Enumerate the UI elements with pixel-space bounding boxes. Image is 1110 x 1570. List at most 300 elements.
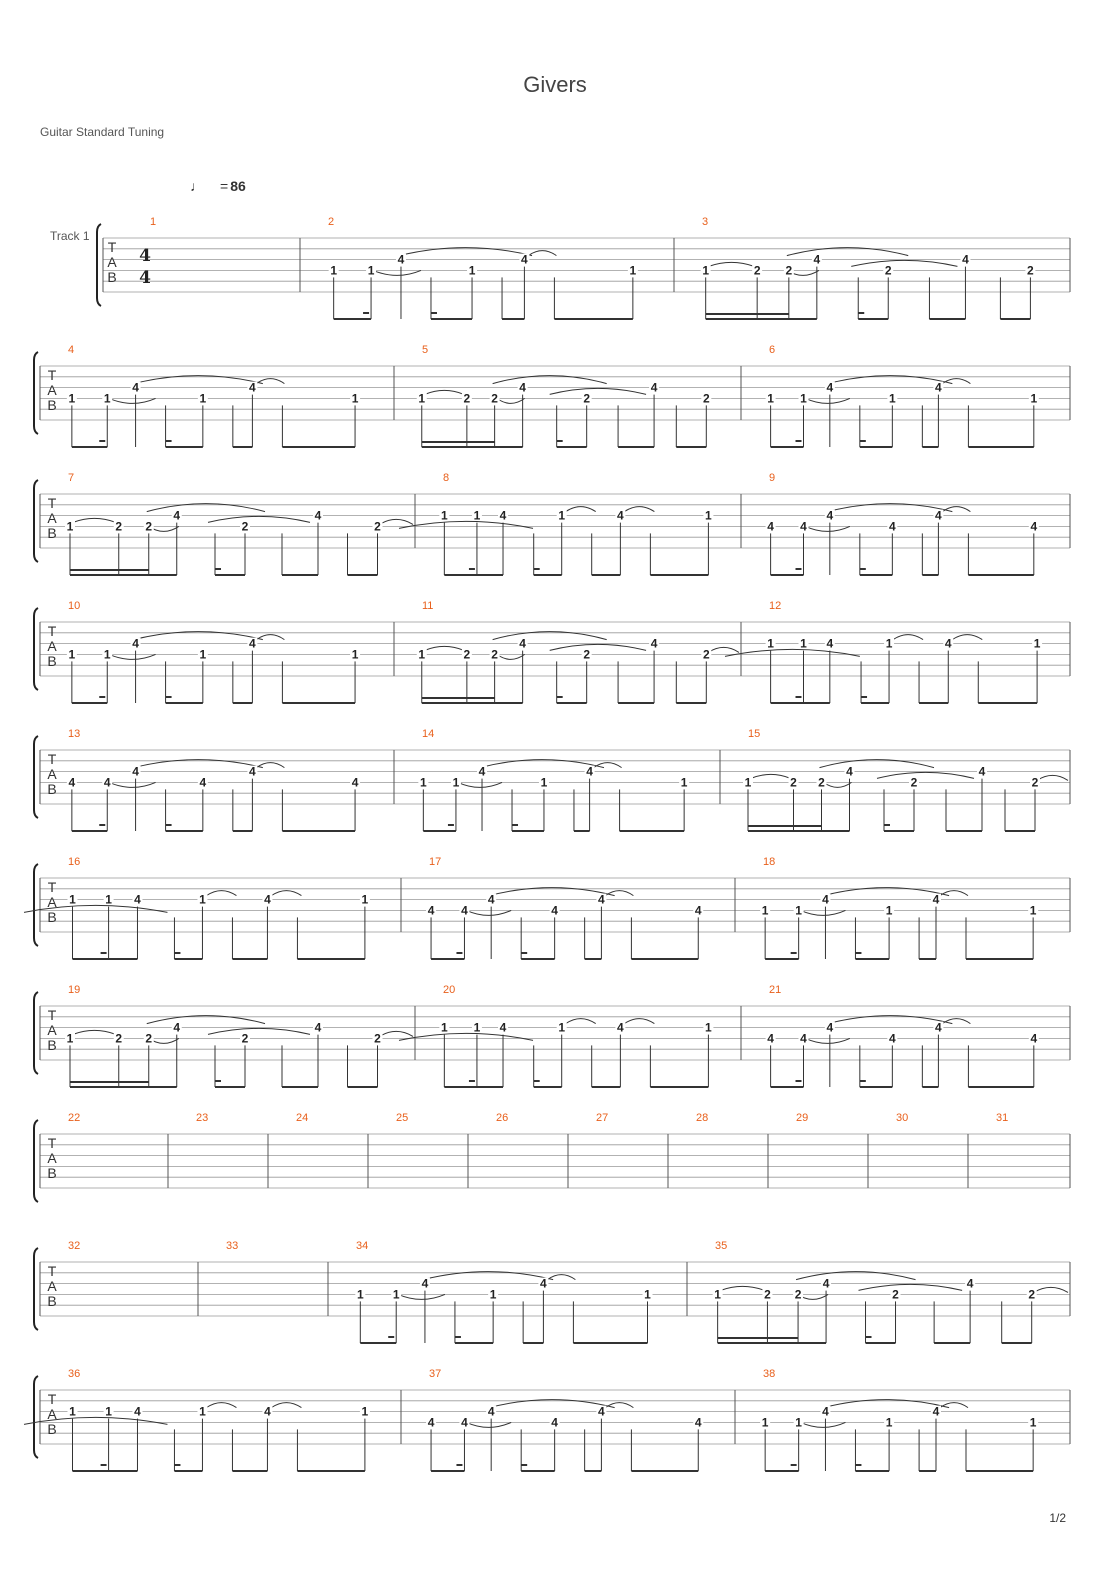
tab-clef-letter: T: [47, 1263, 57, 1279]
fret-number: 4: [421, 1276, 429, 1291]
fret-number: 4: [598, 1404, 605, 1419]
fret-number: 4: [826, 636, 834, 651]
fret-number: 4: [132, 380, 139, 395]
tie-arc: [208, 1028, 310, 1034]
fret-number: 1: [330, 263, 338, 278]
quarter-note-icon: ♩: [190, 178, 204, 194]
tab-system: [34, 600, 1070, 703]
tab-clef-letter: A: [47, 638, 57, 654]
tie-arc: [380, 1031, 414, 1036]
fret-number: 1: [1030, 391, 1038, 406]
fret-number: 2: [1027, 263, 1034, 278]
fret-number: 4: [767, 1031, 774, 1046]
tab-clef-letter: T: [107, 239, 117, 255]
fret-number: 4: [617, 508, 624, 523]
tie-arc: [806, 1038, 850, 1043]
tab-clef-letter: A: [47, 766, 57, 782]
tie-arc: [942, 379, 970, 384]
fret-number: 4: [487, 1404, 495, 1419]
tie-arc: [708, 647, 739, 652]
time-signature-bottom: 4: [139, 268, 151, 288]
fret-number: 4: [134, 892, 141, 907]
fret-number: 4: [800, 519, 807, 534]
fret-number: 2: [145, 519, 153, 534]
system-bracket: [34, 1376, 38, 1458]
measure-number: 29: [796, 1112, 809, 1124]
fret-number: 1: [105, 1404, 112, 1419]
fret-number: 2: [790, 775, 797, 790]
fret-number: 1: [66, 519, 74, 534]
fret-number: 1: [66, 1031, 74, 1046]
measure-number: 3: [702, 216, 709, 228]
fret-number: 1: [418, 391, 426, 406]
fret-number: 1: [105, 892, 112, 907]
fret-number: 4: [650, 380, 658, 395]
tie-arc: [73, 1030, 116, 1034]
fret-number: 4: [478, 764, 486, 779]
fret-number: 4: [134, 1404, 141, 1419]
fret-number: 4: [314, 508, 322, 523]
fret-number: 1: [795, 1415, 802, 1430]
system-bracket: [34, 736, 38, 818]
fret-number: 4: [551, 903, 558, 918]
system-bracket: [34, 1248, 38, 1330]
fret-number: 4: [1030, 1031, 1038, 1046]
fret-number: 1: [473, 1020, 481, 1035]
fret-number: 4: [888, 519, 896, 534]
fret-number: 4: [249, 380, 256, 395]
fret-number: 1: [452, 775, 460, 790]
fret-number: 4: [650, 636, 658, 651]
measure-number: 8: [443, 472, 450, 484]
measure-number: 5: [422, 344, 429, 356]
measure-number: 21: [769, 984, 782, 996]
fret-number: 1: [356, 1287, 364, 1302]
measure-number: 10: [68, 600, 81, 612]
fret-number: 1: [705, 1020, 712, 1035]
fret-number: 2: [884, 263, 892, 278]
fret-number: 1: [361, 1404, 369, 1419]
fret-number: 1: [440, 1020, 448, 1035]
fret-number: 4: [813, 252, 821, 267]
tie-arc: [109, 782, 155, 787]
measure-number: 16: [68, 856, 81, 868]
tab-clef-letter: B: [47, 781, 57, 797]
tab-clef-letter: T: [47, 879, 57, 895]
measure-number: 36: [68, 1368, 81, 1380]
fret-number: 1: [351, 391, 359, 406]
fret-number: 2: [794, 1287, 802, 1302]
fret-number: 4: [249, 636, 256, 651]
tie-arc: [206, 1403, 236, 1408]
tab-system: [24, 1368, 1070, 1471]
tie-arc: [497, 398, 525, 403]
tie-arc: [73, 518, 116, 522]
fret-number: 2: [910, 775, 918, 790]
measure-number: 9: [769, 472, 776, 484]
fret-number: 4: [351, 775, 359, 790]
fret-number: 2: [374, 1031, 381, 1046]
fret-number: 1: [702, 263, 710, 278]
measure-number: 6: [769, 344, 776, 356]
fret-number: 2: [491, 391, 498, 406]
fret-number: 4: [935, 1020, 942, 1035]
fret-number: 1: [761, 903, 769, 918]
tie-arc: [373, 270, 421, 275]
tie-arc: [399, 521, 533, 528]
tab-clef-letter: A: [107, 254, 117, 270]
fret-number: 1: [68, 391, 76, 406]
system-bracket: [97, 224, 101, 306]
tab-clef-letter: A: [47, 1278, 57, 1294]
measure-number: 2: [328, 216, 335, 228]
tie-arc: [425, 390, 464, 394]
measure-number: 18: [763, 856, 776, 868]
measure-number: 17: [429, 856, 442, 868]
fret-number: 4: [888, 1031, 896, 1046]
measure-number: 14: [422, 728, 435, 740]
tie-arc: [425, 646, 464, 650]
fret-number: 4: [427, 903, 435, 918]
track-label: Track 1: [50, 229, 90, 243]
measure-number: 22: [68, 1112, 81, 1124]
fret-number: 1: [199, 391, 207, 406]
fret-number: 4: [551, 1415, 558, 1430]
tie-arc: [566, 507, 596, 512]
fret-number: 1: [540, 775, 548, 790]
fret-number: 4: [519, 636, 526, 651]
fret-number: 2: [583, 647, 591, 662]
measure-number: 32: [68, 1240, 81, 1252]
system-bracket: [34, 480, 38, 562]
tie-arc: [1034, 1287, 1068, 1292]
fret-number: 1: [795, 903, 802, 918]
tab-clef-letter: B: [47, 1293, 57, 1309]
fret-number: 1: [392, 1287, 400, 1302]
fret-number: 4: [397, 252, 405, 267]
fret-number: 4: [767, 519, 774, 534]
tie-arc: [466, 910, 511, 915]
tab-clef-letter: T: [47, 367, 57, 383]
fret-number: 1: [767, 636, 774, 651]
fret-number: 4: [427, 1415, 435, 1430]
fret-number: 4: [822, 1276, 830, 1291]
fret-number: 2: [463, 391, 471, 406]
tab-system: [24, 856, 1070, 959]
tie-arc: [721, 1286, 765, 1290]
tuning-label: Guitar Standard Tuning: [40, 125, 165, 139]
tie-arc: [851, 260, 957, 266]
measure-number: 23: [196, 1112, 209, 1124]
fret-number: 1: [489, 1287, 497, 1302]
fret-number: 4: [822, 892, 829, 907]
fret-number: 1: [199, 1404, 206, 1419]
fret-number: 2: [374, 519, 381, 534]
measure-number: 28: [696, 1112, 709, 1124]
system-bracket: [34, 352, 38, 434]
fret-number: 4: [1030, 519, 1038, 534]
fret-number: 2: [463, 647, 471, 662]
fret-number: 4: [617, 1020, 624, 1035]
fret-number: 1: [1029, 903, 1037, 918]
fret-number: 1: [419, 775, 427, 790]
tie-arc: [206, 891, 236, 896]
fret-number: 4: [68, 775, 76, 790]
measure-number: 1: [150, 216, 157, 228]
tab-clef-letter: A: [47, 510, 57, 526]
fret-number: 2: [583, 391, 591, 406]
tie-arc: [942, 1019, 970, 1024]
fret-number: 4: [103, 775, 111, 790]
measure-number: 13: [68, 728, 81, 740]
fret-number: 4: [978, 764, 986, 779]
measure-number: 25: [396, 1112, 409, 1124]
tab-clef-letter: A: [47, 1150, 57, 1166]
fret-number: 4: [499, 508, 507, 523]
tie-arc: [801, 1422, 846, 1427]
measure-number: 33: [226, 1240, 239, 1252]
fret-number: 4: [944, 636, 952, 651]
fret-number: 4: [461, 903, 468, 918]
tab-clef-letter: B: [47, 1037, 57, 1053]
fret-number: 4: [199, 775, 207, 790]
fret-number: 1: [885, 903, 893, 918]
fret-number: 4: [487, 892, 495, 907]
tie-arc: [271, 891, 301, 896]
fret-number: 4: [598, 892, 605, 907]
tie-arc: [952, 635, 982, 640]
tab-clef-letter: B: [47, 397, 57, 413]
fret-number: 2: [785, 263, 793, 278]
measure-number: 19: [68, 984, 81, 996]
system-bracket: [34, 864, 38, 946]
tempo-value: 86: [230, 178, 246, 194]
fret-number: 2: [145, 1031, 153, 1046]
tie-arc: [624, 507, 654, 512]
tab-system: [97, 216, 1070, 319]
tie-arc: [566, 1019, 596, 1024]
tie-arc: [725, 649, 860, 656]
tab-clef-letter: A: [47, 382, 57, 398]
fret-number: 4: [499, 1020, 507, 1035]
system-bracket: [34, 992, 38, 1074]
fret-number: 1: [69, 1404, 76, 1419]
tie-arc: [398, 1294, 445, 1299]
fret-number: 4: [826, 508, 834, 523]
fret-number: 1: [767, 391, 774, 406]
tie-arc: [751, 774, 791, 778]
fret-number: 4: [519, 380, 526, 395]
tie-arc: [594, 763, 622, 768]
fret-number: 1: [351, 647, 359, 662]
page-number: 1/2: [1049, 1511, 1066, 1525]
tie-arc: [942, 507, 970, 512]
fret-number: 4: [826, 1020, 834, 1035]
measure-number: 27: [596, 1112, 609, 1124]
fret-number: 2: [241, 519, 249, 534]
fret-number: 4: [132, 636, 139, 651]
tab-clef-letter: T: [47, 751, 57, 767]
tab-clef-letter: B: [47, 1421, 57, 1437]
tie-arc: [877, 772, 974, 778]
fret-number: 1: [68, 647, 76, 662]
measure-number: 26: [496, 1112, 509, 1124]
fret-number: 1: [558, 508, 566, 523]
fret-number: 4: [521, 252, 528, 267]
tempo-equals: =: [220, 178, 229, 194]
song-title: Givers: [523, 72, 587, 97]
tab-clef-letter: B: [47, 1165, 57, 1181]
fret-number: 1: [680, 775, 688, 790]
tie-arc: [109, 654, 155, 659]
tab-system: [34, 1240, 1070, 1343]
tab-clef-letter: T: [47, 1135, 57, 1151]
fret-number: 1: [361, 892, 369, 907]
fret-number: 1: [1033, 636, 1041, 651]
fret-number: 1: [705, 508, 712, 523]
fret-number: 4: [264, 892, 271, 907]
fret-number: 4: [694, 903, 702, 918]
tie-arc: [806, 526, 850, 531]
fret-number: 4: [932, 1404, 940, 1419]
tie-arc: [466, 1422, 511, 1427]
tie-arc: [550, 644, 646, 650]
fret-number: 1: [558, 1020, 566, 1035]
fret-number: 2: [491, 647, 498, 662]
fret-number: 1: [199, 647, 207, 662]
tab-system: [34, 344, 1070, 447]
fret-number: 2: [1031, 775, 1039, 790]
measure-number: 20: [443, 984, 456, 996]
fret-number: 1: [744, 775, 752, 790]
measure-number: 30: [896, 1112, 909, 1124]
tab-clef-letter: T: [47, 623, 57, 639]
measure-number: 7: [68, 472, 75, 484]
tie-arc: [24, 1417, 167, 1424]
tie-arc: [528, 251, 556, 256]
fret-number: 1: [418, 647, 426, 662]
fret-number: 2: [115, 1031, 123, 1046]
tie-arc: [801, 910, 846, 915]
tab-clef-letter: B: [47, 653, 57, 669]
fret-number: 1: [644, 1287, 651, 1302]
fret-number: 1: [440, 508, 448, 523]
tie-arc: [824, 782, 852, 787]
measure-number: 12: [769, 600, 782, 612]
fret-number: 2: [753, 263, 761, 278]
tie-arc: [399, 1033, 533, 1040]
fret-number: 1: [473, 508, 481, 523]
fret-number: 4: [800, 1031, 807, 1046]
tab-clef-letter: B: [47, 909, 57, 925]
tab-system: [34, 1112, 1070, 1202]
tie-arc: [550, 388, 646, 394]
fret-number: 4: [962, 252, 969, 267]
fret-number: 1: [885, 636, 893, 651]
fret-number: 2: [241, 1031, 249, 1046]
tie-arc: [859, 1284, 963, 1290]
fret-number: 2: [892, 1287, 899, 1302]
tab-clef-letter: B: [107, 269, 117, 285]
tab-system: [34, 984, 1070, 1087]
measure-number: 38: [763, 1368, 776, 1380]
fret-number: 1: [103, 391, 111, 406]
tie-arc: [109, 398, 155, 403]
measure-number: 35: [715, 1240, 728, 1252]
tab-clef-letter: T: [47, 1007, 57, 1023]
tab-system: [34, 728, 1070, 831]
tie-arc: [24, 905, 167, 912]
fret-number: 1: [199, 892, 206, 907]
fret-number: 1: [885, 1415, 893, 1430]
tie-arc: [1037, 775, 1068, 780]
fret-number: 4: [932, 892, 940, 907]
tie-arc: [208, 516, 310, 522]
fret-number: 2: [818, 775, 825, 790]
fret-number: 4: [935, 508, 942, 523]
fret-number: 1: [468, 263, 476, 278]
fret-number: 1: [367, 263, 375, 278]
fret-number: 4: [586, 764, 593, 779]
measure-number: 24: [296, 1112, 309, 1124]
fret-number: 1: [1029, 1415, 1037, 1430]
tie-arc: [458, 782, 502, 787]
fret-number: 1: [714, 1287, 721, 1302]
tie-arc: [709, 262, 754, 266]
fret-number: 4: [935, 380, 942, 395]
fret-number: 2: [764, 1287, 771, 1302]
fret-number: 4: [264, 1404, 271, 1419]
fret-number: 4: [826, 380, 834, 395]
tie-arc: [893, 635, 923, 640]
measure-number: 15: [748, 728, 761, 740]
fret-number: 4: [314, 1020, 322, 1035]
tab-system: [34, 472, 1070, 575]
tie-arc: [380, 519, 414, 524]
fret-number: 1: [761, 1415, 769, 1430]
fret-number: 2: [115, 519, 123, 534]
measure-number: 4: [68, 344, 75, 356]
fret-number: 4: [461, 1415, 468, 1430]
fret-number: 4: [966, 1276, 974, 1291]
fret-number: 1: [800, 636, 807, 651]
fret-number: 1: [103, 647, 111, 662]
time-signature-top: 4: [139, 246, 151, 266]
fret-number: 1: [69, 892, 76, 907]
tab-clef-letter: B: [47, 525, 57, 541]
system-bracket: [34, 1120, 38, 1202]
fret-number: 4: [173, 508, 181, 523]
fret-number: 4: [822, 1404, 829, 1419]
fret-number: 1: [629, 263, 637, 278]
fret-number: 1: [888, 391, 896, 406]
fret-number: 1: [800, 391, 807, 406]
measure-number: 34: [356, 1240, 369, 1252]
tie-arc: [624, 1019, 654, 1024]
fret-number: 4: [249, 764, 256, 779]
tab-clef-letter: A: [47, 894, 57, 910]
tie-arc: [497, 654, 525, 659]
tie-arc: [271, 1403, 301, 1408]
fret-number: 4: [132, 764, 139, 779]
system-bracket: [34, 608, 38, 690]
fret-number: 4: [173, 1020, 181, 1035]
fret-number: 2: [702, 391, 710, 406]
measure-number: 37: [429, 1368, 442, 1380]
fret-number: 4: [694, 1415, 702, 1430]
tab-clef-letter: A: [47, 1022, 57, 1038]
tab-clef-letter: T: [47, 495, 57, 511]
